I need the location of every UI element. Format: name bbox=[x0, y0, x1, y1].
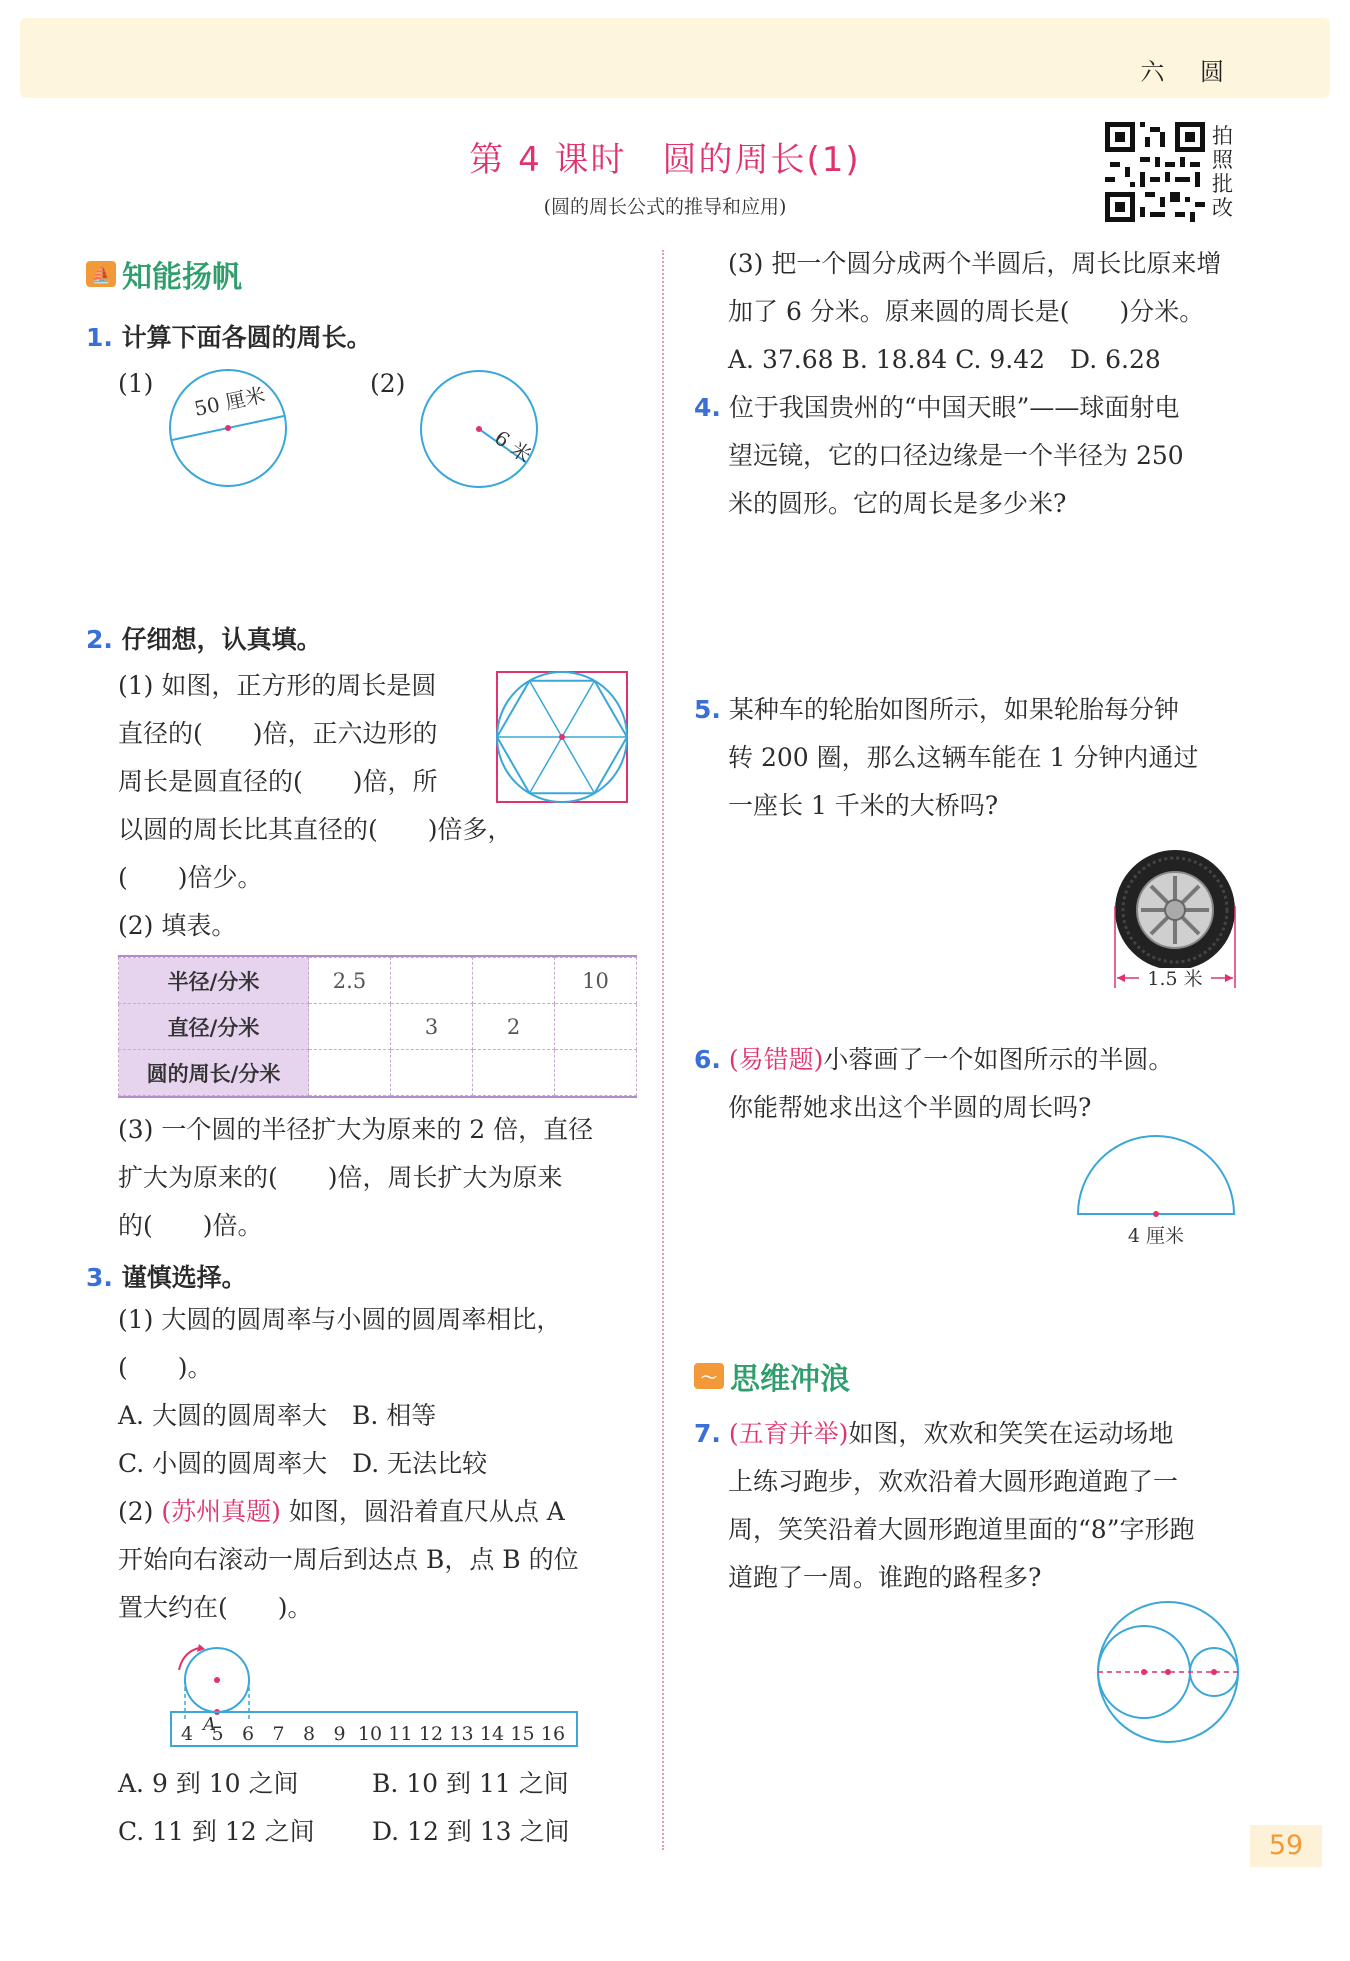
text-line: 周长是圆直径的( )倍，所 bbox=[118, 767, 438, 796]
text-line: (2) 填表。 bbox=[118, 911, 237, 940]
part-label: (2) bbox=[118, 1497, 154, 1526]
q5-block bbox=[694, 686, 1254, 830]
table-cell[interactable] bbox=[473, 1050, 555, 1096]
text-line: 开始向右滚动一周后到达点 B，点 B 的位 bbox=[118, 1545, 579, 1574]
text-line: 一座长 1 千米的大桥吗? bbox=[728, 791, 999, 820]
table-cell[interactable]: 2 bbox=[473, 1004, 555, 1050]
semicircle-diagram bbox=[1072, 1130, 1242, 1250]
qr-label: 拍照批改 bbox=[1212, 124, 1233, 220]
text-line: (1) 大圆的圆周率与小圆的圆周率相比， bbox=[118, 1305, 562, 1334]
semicircle-diameter-label: 4 厘米 bbox=[1127, 1225, 1185, 1247]
table-cell[interactable] bbox=[309, 1004, 391, 1050]
ruler-tick-label: 5 bbox=[211, 1723, 224, 1745]
text-line: 直径的( )倍，正六边形的 bbox=[118, 719, 438, 748]
text-line: (3) 把一个圆分成两个半圆后，周长比原来增 bbox=[728, 249, 1222, 278]
fill-table bbox=[118, 957, 637, 1096]
q6-block bbox=[694, 1036, 1274, 1132]
table-cell[interactable] bbox=[555, 1050, 637, 1096]
table-cell[interactable] bbox=[309, 1050, 391, 1096]
running-track-diagram bbox=[1090, 1598, 1250, 1748]
question-number: 1. bbox=[86, 323, 113, 352]
ruler-tick-label: 10 bbox=[357, 1723, 383, 1745]
question-number: 7. bbox=[694, 1419, 721, 1448]
table-cell[interactable] bbox=[555, 1004, 637, 1050]
diameter-label: 50 厘米 bbox=[192, 382, 268, 421]
point-a-label: A bbox=[203, 1714, 216, 1735]
ruler-tick-label: 13 bbox=[449, 1723, 474, 1745]
text-line bbox=[118, 1488, 638, 1536]
ruler-tick-label: 9 bbox=[333, 1723, 346, 1745]
text-line: 以圆的周长比其直径的( )倍多， bbox=[118, 815, 513, 844]
ruler-ticks bbox=[181, 1723, 565, 1745]
q3-option-d[interactable]: D. 12 到 13 之间 bbox=[372, 1817, 570, 1846]
ruler-diagram bbox=[165, 1640, 585, 1750]
fill-table-wrap bbox=[118, 955, 637, 1098]
table-cell[interactable] bbox=[391, 958, 473, 1004]
text-line: 周，笑笑沿着大圆形跑道里面的“8”字形跑 bbox=[728, 1515, 1195, 1544]
question-number: 2. bbox=[86, 625, 113, 654]
text-line: ( )倍少。 bbox=[118, 863, 263, 892]
q4-block bbox=[694, 384, 1254, 528]
text-span: 小蓉画了一个如图所示的半圆。 bbox=[823, 1045, 1174, 1074]
ruler-tick-label: 11 bbox=[388, 1723, 413, 1745]
text-line: 置大约在( )。 bbox=[118, 1593, 313, 1622]
question-number: 3. bbox=[86, 1263, 113, 1292]
text-line: 你能帮她求出这个半圆的周长吗? bbox=[728, 1093, 1092, 1122]
q1-heading bbox=[86, 318, 372, 354]
table-row bbox=[119, 1004, 637, 1050]
ruler-tick-label: 15 bbox=[510, 1723, 535, 1745]
question-text: 仔细想，认真填。 bbox=[121, 625, 322, 654]
q3-part3 bbox=[728, 240, 1248, 384]
page-number: 59 bbox=[1250, 1825, 1322, 1867]
question-number: 5. bbox=[694, 695, 721, 724]
choice-line: A. 大圆的圆周率大 B. 相等 bbox=[118, 1401, 437, 1430]
circle-diagram-2 bbox=[415, 365, 555, 495]
q2-heading bbox=[86, 620, 322, 656]
table-cell[interactable]: 10 bbox=[555, 958, 637, 1004]
wave-icon: 〜 bbox=[694, 1363, 724, 1389]
ruler-tick-label: 16 bbox=[540, 1723, 566, 1745]
radius-label: 6 米 bbox=[490, 425, 536, 468]
question-text: 谨慎选择。 bbox=[121, 1263, 247, 1292]
text-line: 扩大为原来的( )倍，周长扩大为原来 bbox=[118, 1163, 563, 1192]
ruler-tick-label: 6 bbox=[241, 1723, 255, 1745]
q2-part1 bbox=[118, 662, 488, 806]
sail-icon: ⛵ bbox=[86, 261, 116, 287]
source-tag: (苏州真题) bbox=[161, 1497, 281, 1526]
text-line: 加了 6 分米。原来圆的周长是( )分米。 bbox=[728, 297, 1205, 326]
text-line: 的( )倍。 bbox=[118, 1211, 263, 1240]
q3-part1 bbox=[118, 1296, 638, 1632]
text-span: 如图，圆沿着直尺从点 A bbox=[288, 1497, 565, 1526]
q2-part3 bbox=[118, 1106, 638, 1250]
q2-part1-cont bbox=[118, 806, 638, 950]
text-line: 米的圆形。它的周长是多少米? bbox=[728, 489, 1067, 518]
table-row bbox=[119, 958, 637, 1004]
table-row bbox=[119, 1050, 637, 1096]
question-text: 计算下面各圆的周长。 bbox=[121, 323, 372, 352]
text-line: (3) 一个圆的半径扩大为原来的 2 倍，直径 bbox=[118, 1115, 594, 1144]
header-band bbox=[20, 18, 1330, 98]
table-header-cell: 直径/分米 bbox=[119, 1004, 309, 1050]
text-line: (1) 如图，正方形的周长是圆 bbox=[118, 671, 437, 700]
ruler-tick-label: 12 bbox=[418, 1723, 444, 1745]
question-number: 6. bbox=[694, 1045, 721, 1074]
table-header-cell: 半径/分米 bbox=[119, 958, 309, 1004]
column-divider bbox=[662, 250, 664, 1850]
tire-image bbox=[1105, 848, 1245, 998]
lesson-title: 第 4 课时 圆的周长(1) bbox=[469, 140, 861, 180]
lesson-subtitle: (圆的周长公式的推导和应用) bbox=[543, 196, 787, 218]
text-line: ( )。 bbox=[118, 1353, 213, 1382]
text-line: 转 200 圈，那么这辆车能在 1 分钟内通过 bbox=[728, 743, 1199, 772]
source-tag: (五育并举) bbox=[728, 1419, 849, 1448]
q3-option-c[interactable]: C. 11 到 12 之间 bbox=[118, 1817, 315, 1846]
choice-line: C. 小圆的圆周率大 D. 无法比较 bbox=[118, 1449, 488, 1478]
q1-part2-label: (2) bbox=[370, 369, 406, 398]
tire-width-label: 1.5 米 bbox=[1147, 968, 1203, 990]
text-span: 位于我国贵州的“中国天眼”——球面射电 bbox=[728, 393, 1180, 422]
q3-heading bbox=[86, 1258, 247, 1294]
section-title: 知能扬帆 bbox=[122, 260, 242, 295]
chapter-label: 六 圆 bbox=[1140, 58, 1238, 86]
text-line: 望远镜，它的口径边缘是一个半径为 250 bbox=[728, 441, 1184, 470]
section-title: 思维冲浪 bbox=[730, 1362, 850, 1397]
section-heading-2 bbox=[694, 1354, 850, 1398]
ruler-tick-label: 7 bbox=[272, 1723, 285, 1745]
table-cell[interactable] bbox=[473, 958, 555, 1004]
text-line: 上练习跑步，欢欢沿着大圆形跑道跑了一 bbox=[728, 1467, 1179, 1496]
table-cell[interactable]: 2.5 bbox=[309, 958, 391, 1004]
ruler-tick-label: 8 bbox=[302, 1723, 316, 1745]
q3-option-b[interactable]: B. 10 到 11 之间 bbox=[372, 1769, 569, 1798]
section-heading-1 bbox=[86, 252, 242, 296]
table-cell[interactable]: 3 bbox=[391, 1004, 473, 1050]
ruler-tick-label: 14 bbox=[479, 1723, 505, 1745]
source-tag: (易错题) bbox=[728, 1045, 824, 1074]
q7-block bbox=[694, 1410, 1274, 1602]
text-span: 某种车的轮胎如图所示，如果轮胎每分钟 bbox=[728, 695, 1179, 724]
text-line: 道跑了一周。谁跑的路程多? bbox=[728, 1563, 1042, 1592]
ruler-tick-label: 4 bbox=[180, 1723, 194, 1745]
q3-option-a[interactable]: A. 9 到 10 之间 bbox=[118, 1769, 299, 1798]
square-hexagon-diagram bbox=[495, 670, 631, 806]
question-number: 4. bbox=[694, 393, 721, 422]
table-header-cell: 圆的周长/分米 bbox=[119, 1050, 309, 1096]
text-span: 如图，欢欢和笑笑在运动场地 bbox=[848, 1419, 1174, 1448]
q1-part1-label: (1) bbox=[118, 369, 154, 398]
choice-line: A. 37.68 B. 18.84 C. 9.42 D. 6.28 bbox=[728, 345, 1161, 374]
qr-code-icon[interactable] bbox=[1105, 122, 1205, 222]
table-cell[interactable] bbox=[391, 1050, 473, 1096]
circle-diagram-1 bbox=[160, 362, 300, 492]
